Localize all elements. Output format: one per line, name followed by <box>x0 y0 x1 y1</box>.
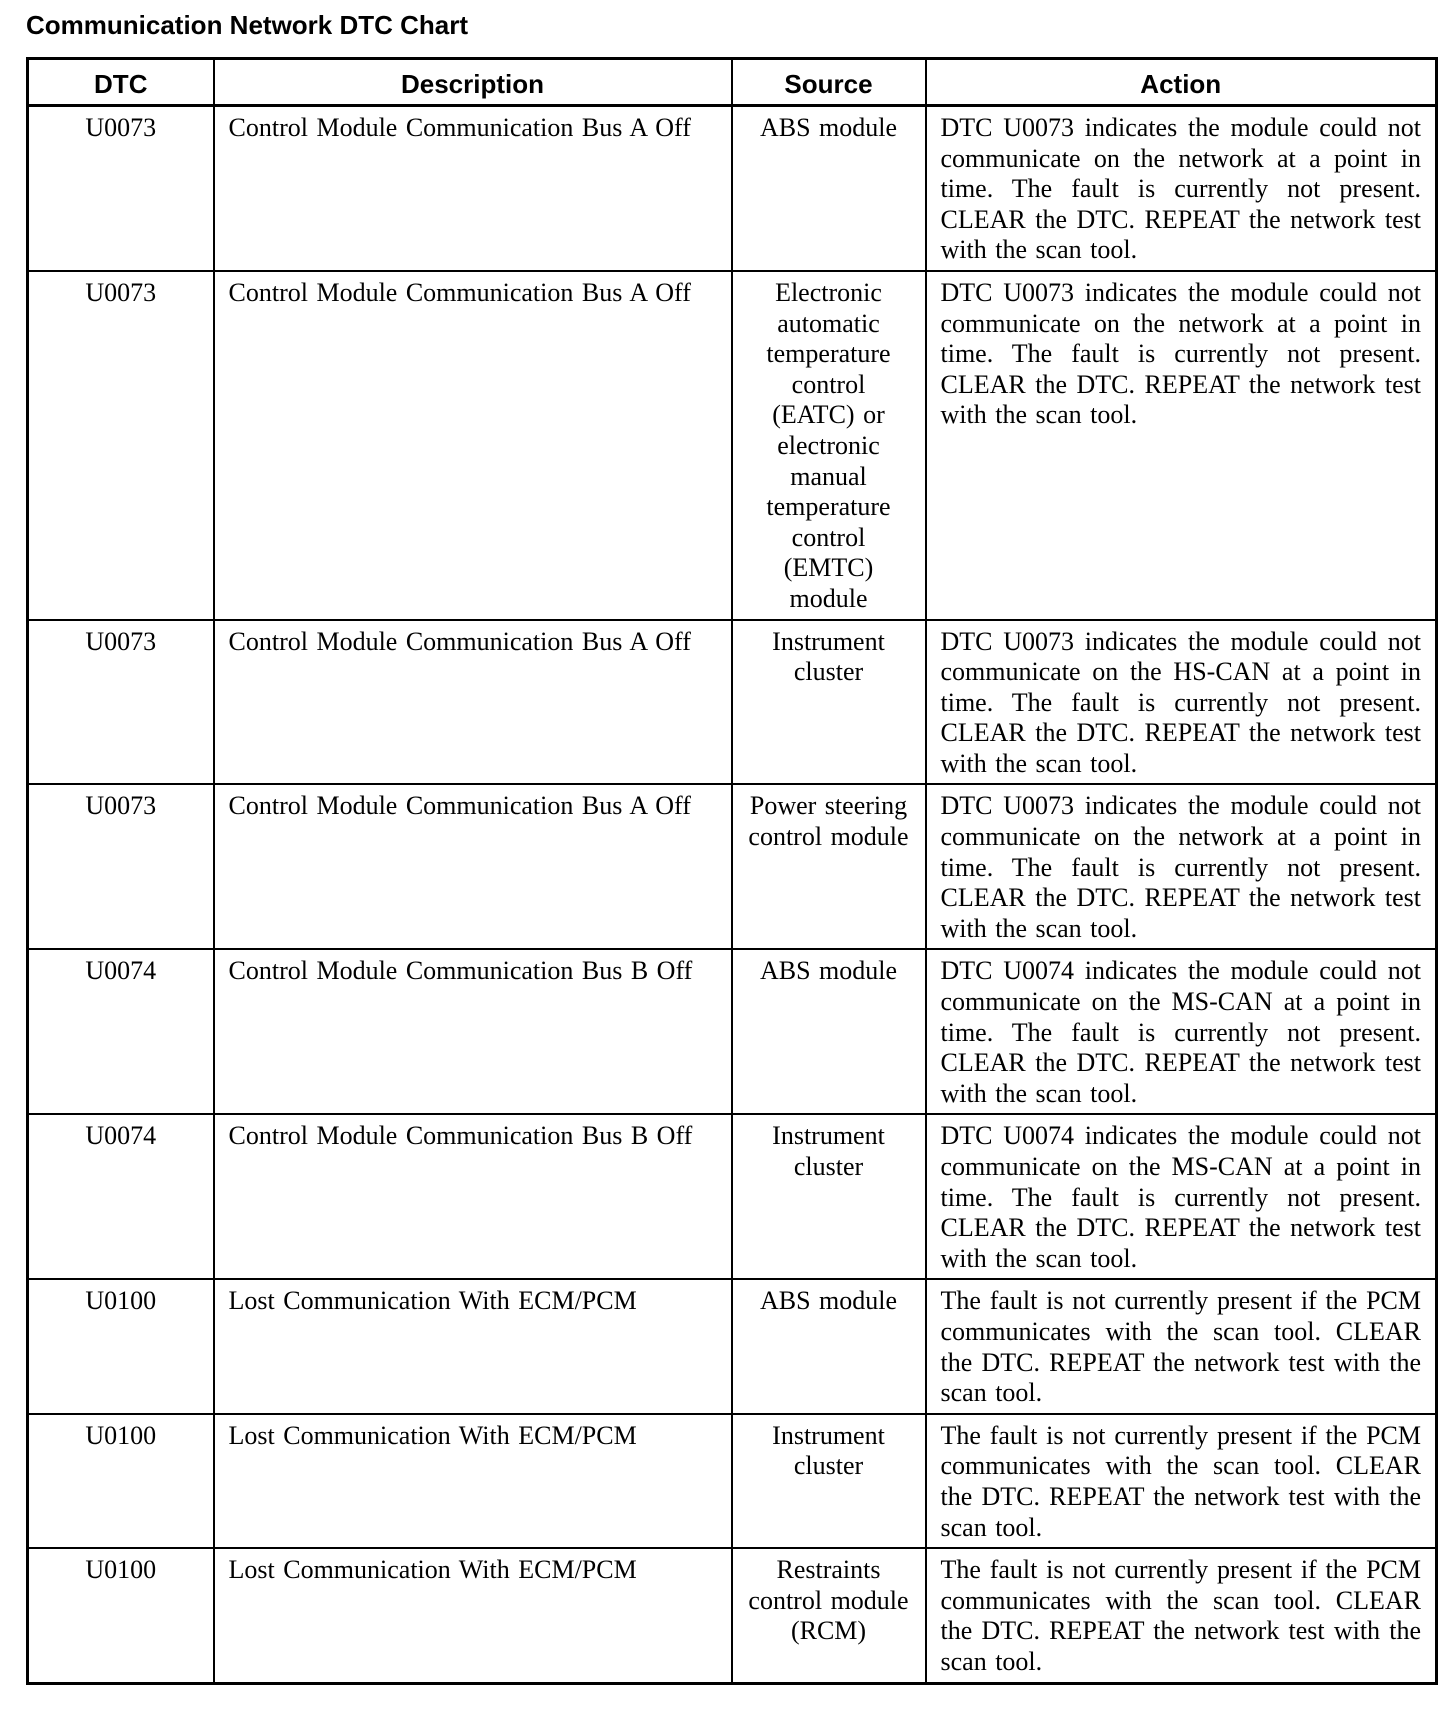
source-cell: Instrument cluster <box>732 1114 926 1279</box>
table-row <box>28 620 1437 785</box>
column-header-source: Source <box>732 59 926 106</box>
description-cell: Lost Communication With ECM/PCM <box>214 1414 732 1548</box>
dtc-cell: U0073 <box>28 106 214 271</box>
source-cell: Instrument cluster <box>732 620 926 785</box>
dtc-cell: U0074 <box>28 1114 214 1279</box>
description-cell: Control Module Communication Bus B Off <box>214 1114 732 1279</box>
action-cell: The fault is not currently present if the PCM communicates with the scan tool. CLEAR the DTC. REPEAT the network test with the scan tool. <box>926 1548 1437 1683</box>
action-cell: The fault is not currently present if the PCM communicates with the scan tool. CLEAR the DTC. REPEAT the network test with the scan tool. <box>926 1414 1437 1548</box>
page-title: Communication Network DTC Chart <box>26 10 469 40</box>
source-cell: ABS module <box>732 949 926 1114</box>
dtc-cell: U0073 <box>28 784 214 949</box>
source-cell: ABS module <box>732 106 926 271</box>
source-cell: Restraints control module (RCM) <box>732 1548 926 1683</box>
action-cell: DTC U0074 indicates the module could not communicate on the MS-CAN at a point in time. The fault is currently not present. CLEAR the DTC. REPEAT the network test with the scan tool. <box>926 1114 1437 1279</box>
action-cell: DTC U0073 indicates the module could not communicate on the network at a point in time. The fault is currently not present. CLEAR the DTC. REPEAT the network test with the scan tool. <box>926 271 1437 620</box>
description-cell: Control Module Communication Bus A Off <box>214 106 732 271</box>
description-cell: Lost Communication With ECM/PCM <box>214 1279 732 1413</box>
action-cell: The fault is not currently present if the PCM communicates with the scan tool. CLEAR the DTC. REPEAT the network test with the scan tool. <box>926 1279 1437 1413</box>
table-row <box>28 1279 1437 1413</box>
dtc-table <box>26 57 1438 1685</box>
column-header-action: Action <box>926 59 1437 106</box>
action-cell: DTC U0073 indicates the module could not communicate on the network at a point in time. The fault is currently not present. CLEAR the DTC. REPEAT the network test with the scan tool. <box>926 106 1437 271</box>
column-header-dtc: DTC <box>28 59 214 106</box>
action-cell: DTC U0073 indicates the module could not communicate on the network at a point in time. The fault is currently not present. CLEAR the DTC. REPEAT the network test with the scan tool. <box>926 784 1437 949</box>
column-header-description: Description <box>214 59 732 106</box>
description-cell: Control Module Communication Bus A Off <box>214 620 732 785</box>
dtc-cell: U0100 <box>28 1548 214 1683</box>
dtc-cell: U0073 <box>28 620 214 785</box>
description-cell: Lost Communication With ECM/PCM <box>214 1548 732 1683</box>
source-cell: Power steering control module <box>732 784 926 949</box>
action-cell: DTC U0073 indicates the module could not communicate on the HS-CAN at a point in time. The fault is currently not present. CLEAR the DTC. REPEAT the network test with the scan tool. <box>926 620 1437 785</box>
table-row <box>28 1414 1437 1548</box>
description-cell: Control Module Communication Bus A Off <box>214 784 732 949</box>
action-cell: DTC U0074 indicates the module could not communicate on the MS-CAN at a point in time. The fault is currently not present. CLEAR the DTC. REPEAT the network test with the scan tool. <box>926 949 1437 1114</box>
table-header-row <box>28 59 1437 106</box>
table-row <box>28 271 1437 620</box>
dtc-cell: U0074 <box>28 949 214 1114</box>
table-row <box>28 784 1437 949</box>
table-row <box>28 1548 1437 1683</box>
description-cell: Control Module Communication Bus B Off <box>214 949 732 1114</box>
source-cell: ABS module <box>732 1279 926 1413</box>
dtc-cell: U0100 <box>28 1279 214 1413</box>
table-row <box>28 1114 1437 1279</box>
dtc-cell: U0073 <box>28 271 214 620</box>
dtc-cell: U0100 <box>28 1414 214 1548</box>
source-cell: Instrument cluster <box>732 1414 926 1548</box>
description-cell: Control Module Communication Bus A Off <box>214 271 732 620</box>
table-row <box>28 949 1437 1114</box>
source-cell: Electronic automatic temperature control (EATC) or electronic manual temperature control (EMTC) module <box>732 271 926 620</box>
table-row <box>28 106 1437 271</box>
